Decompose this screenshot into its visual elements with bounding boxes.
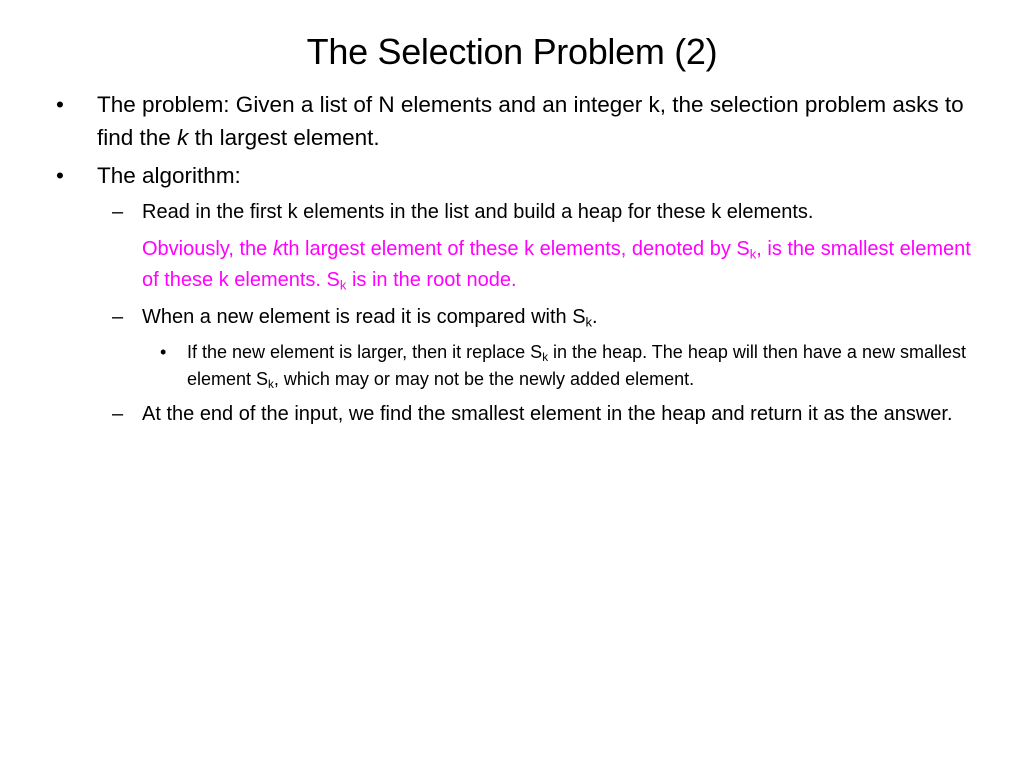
replace-text-2: in the heap. The heap will then have a new smallest element S — [187, 342, 966, 389]
step-read-text: Read in the first k elements in the list and build a heap for these k elements. — [142, 201, 814, 223]
note-sub-2: k — [339, 277, 347, 293]
step-compare — [56, 302, 976, 333]
dash-marker: – — [112, 306, 124, 328]
bullet-problem — [56, 88, 976, 154]
slide-content — [56, 88, 976, 436]
problem-text-a: The problem: Given a list of N elements and an integer k, the selection problem asks to find the — [97, 92, 964, 150]
algorithm-label: The algorithm: — [97, 163, 241, 188]
step-replace — [56, 339, 976, 393]
replace-sub-2: k — [268, 377, 274, 391]
bullet-marker: • — [56, 163, 64, 188]
replace-text-1: If the new element is larger, then it replace S — [187, 342, 543, 362]
compare-sub: k — [585, 314, 593, 330]
step-end-text: At the end of the input, we find the smallest element in the heap and return it as the answer. — [142, 403, 953, 425]
sub-bullet-marker: • — [160, 342, 167, 362]
bullet-algorithm — [56, 159, 976, 192]
compare-text-1: When a new element is read it is compared with S — [142, 306, 586, 328]
replace-text-3: , which may or may not be the newly added element. — [273, 369, 695, 389]
step-end — [56, 399, 976, 430]
bullet-marker: • — [56, 92, 64, 117]
note-italic-k: k — [272, 238, 283, 260]
note-text-4: is in the root node. — [346, 269, 517, 291]
highlight-note — [56, 234, 976, 296]
slide-title: The Selection Problem (2) — [306, 31, 718, 72]
compare-text-2: . — [592, 306, 598, 328]
step-read — [56, 197, 976, 228]
dash-marker: – — [112, 201, 124, 223]
replace-sub-1: k — [542, 350, 549, 364]
problem-text-b: th largest element. — [188, 125, 380, 150]
note-sub-1: k — [749, 246, 757, 262]
note-text-3: , is the smallest element of these k elements. S — [142, 238, 971, 291]
note-text-1: Obviously, the — [142, 238, 273, 260]
problem-italic-k: k — [177, 125, 189, 150]
note-text-2: th largest element of these k elements, denoted by S — [282, 238, 750, 260]
dash-marker: – — [112, 403, 124, 425]
